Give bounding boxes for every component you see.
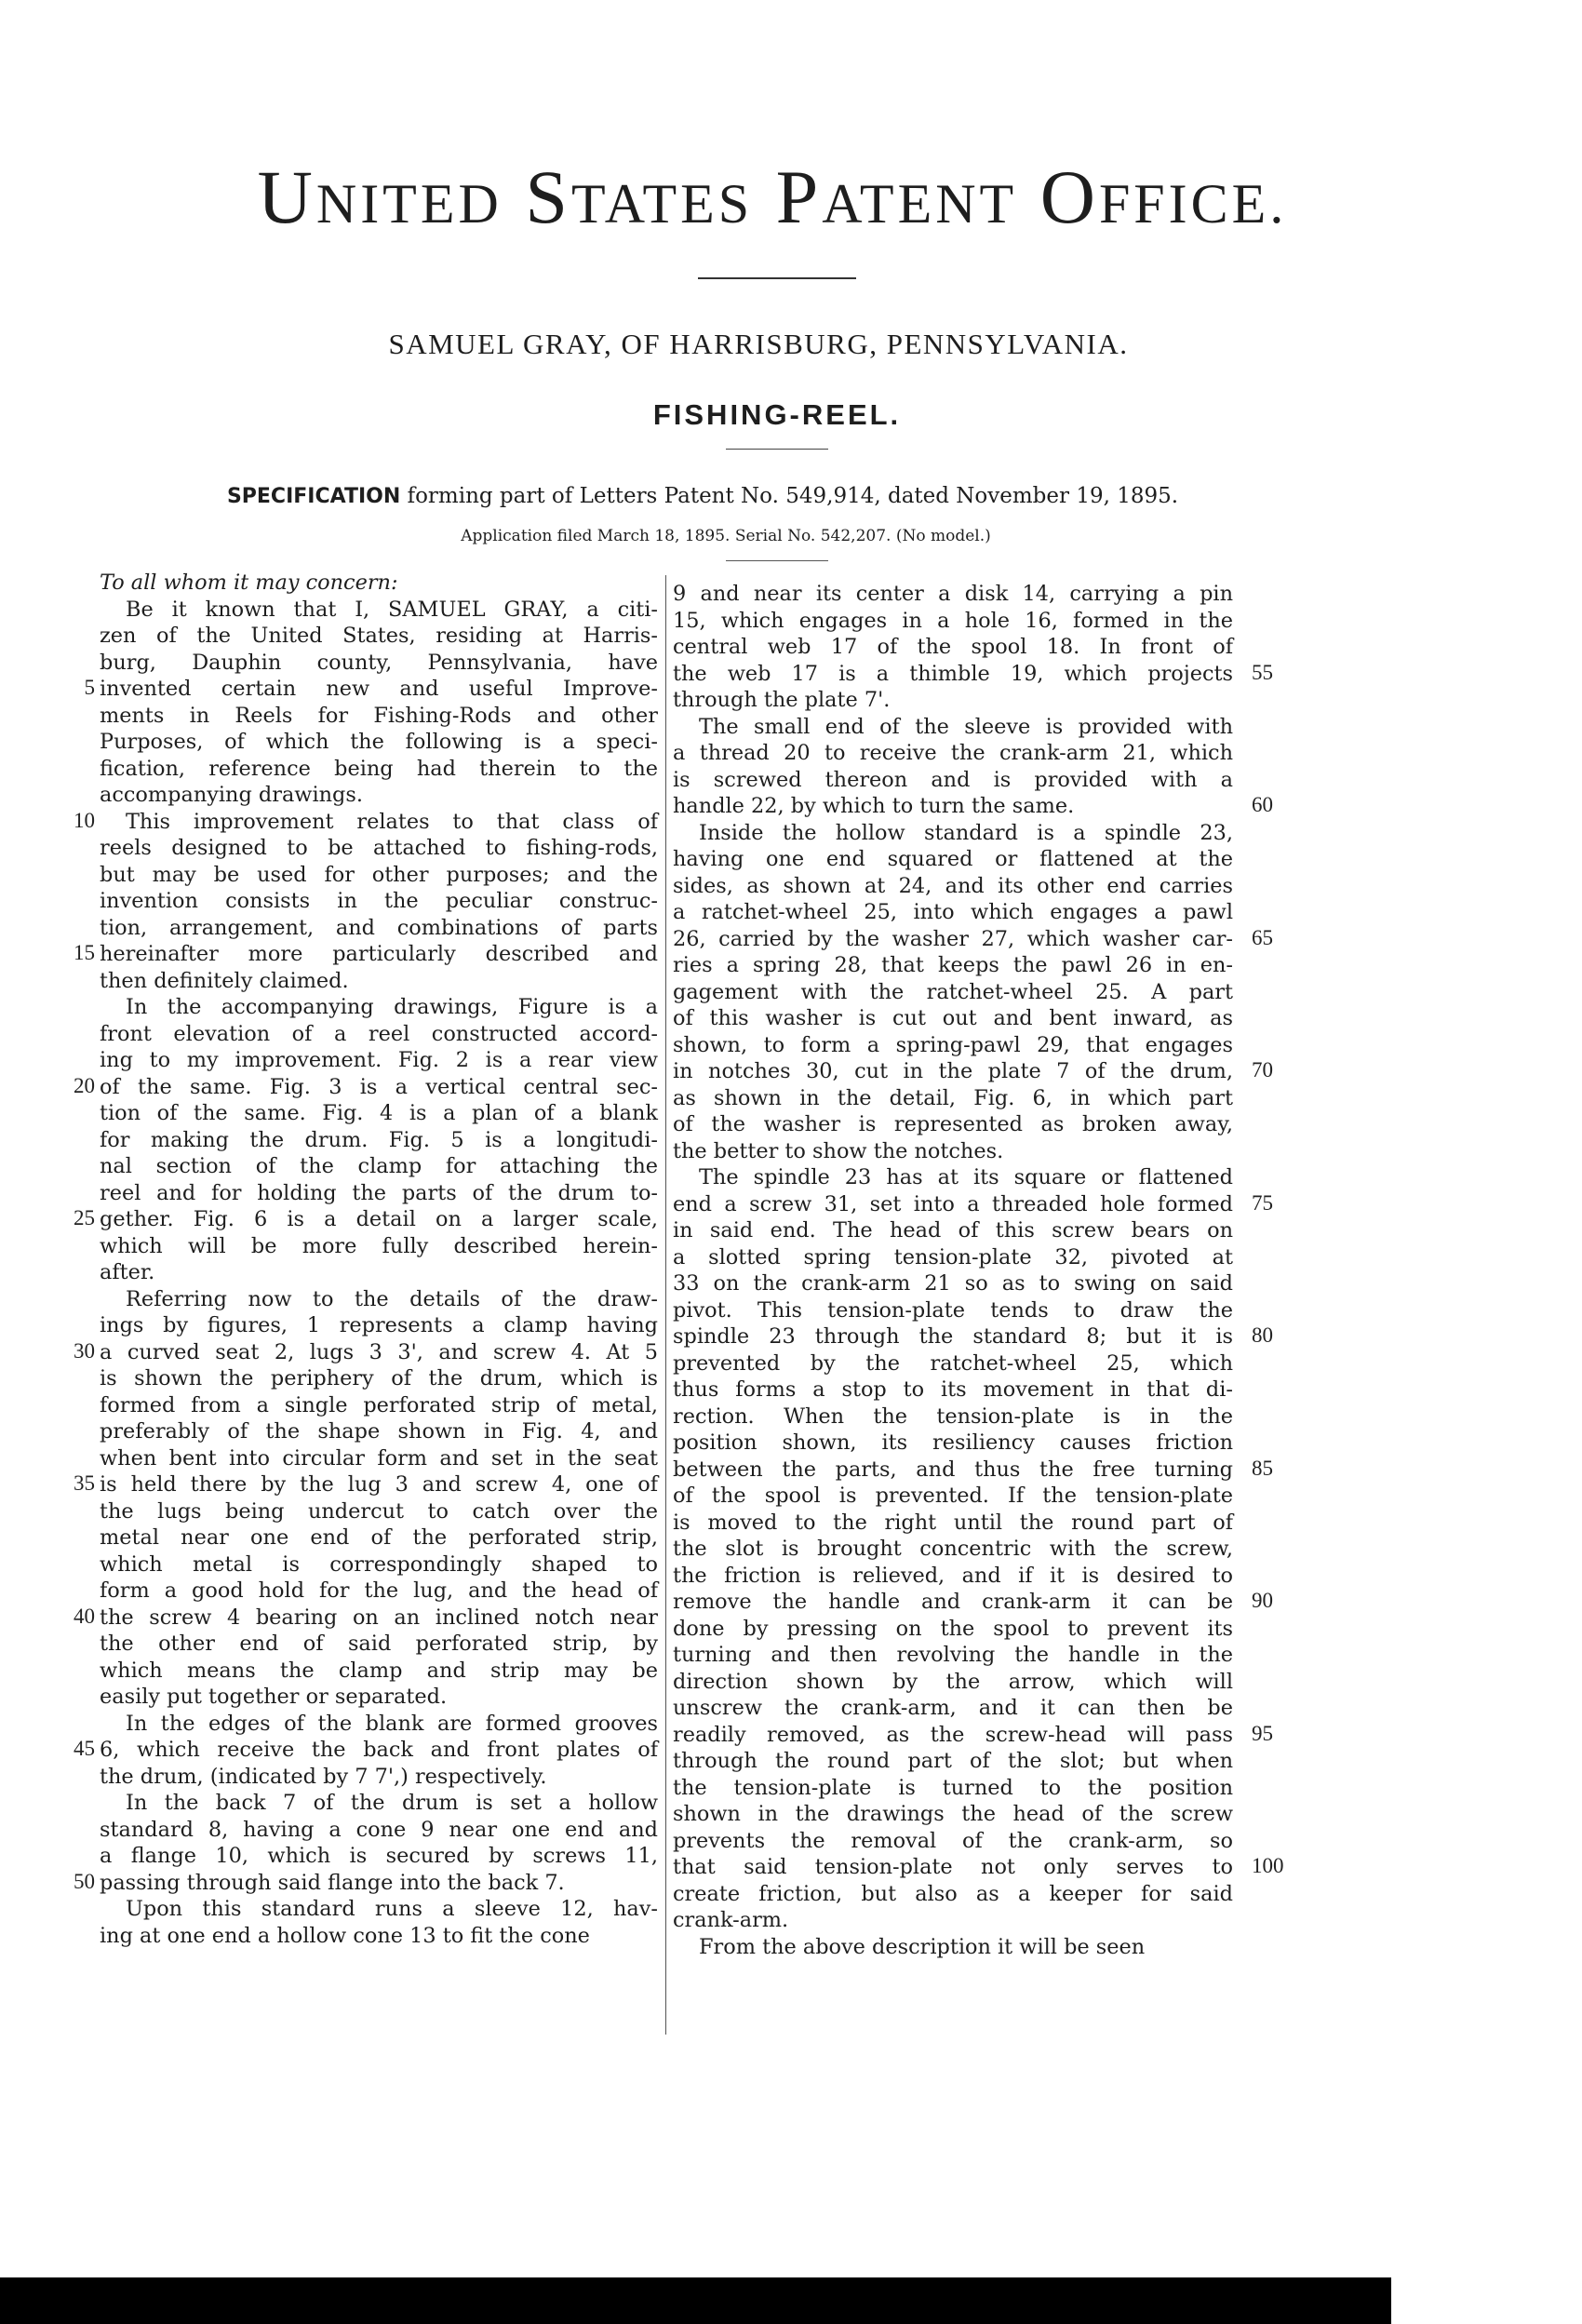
text-line: In the back 7 of the drum is set a hollow <box>126 1791 658 1815</box>
text-line: having one end squared or flattened at the <box>673 847 1233 871</box>
specification-text: forming part of Letters Patent No. 549,914, dated November 19, 1895. <box>407 484 1179 508</box>
text-line: is moved to the right until the round part of <box>673 1510 1233 1535</box>
text-line: shown, to form a spring-pawl 29, that engages <box>673 1032 1233 1057</box>
text-line: 26, carried by the washer 27, which washer car- <box>673 926 1233 951</box>
text-line: gagement with the ratchet-wheel 25. A part <box>673 979 1233 1004</box>
text-line: the web 17 is a thimble 19, which projects <box>673 661 1233 686</box>
text-line: prevented by the ratchet-wheel 25, which <box>673 1350 1233 1376</box>
text-line: unscrew the crank-arm, and it can then be <box>673 1696 1233 1720</box>
text-line: tion, arrangement, and combinations of parts <box>100 915 658 940</box>
specification-label: SPECIFICATION <box>226 485 401 508</box>
text-line: the slot is brought concentric with the screw, <box>673 1537 1233 1561</box>
text-line: through the plate 7'. <box>673 688 891 712</box>
right-text-column <box>673 581 1233 1960</box>
text-line: Upon this standard runs a sleeve 12, hav- <box>126 1897 658 1921</box>
application-info: Application filed March 18, 1895. Serial No. 542,207. (No model.) <box>461 527 991 545</box>
text-line: ments in Reels for Fishing-Rods and other <box>100 703 658 728</box>
text-line: Be it known that I, SAMUEL GRAY, a citi- <box>126 597 658 622</box>
text-line: tion of the same. Fig. 4 is a plan of a blank <box>100 1101 658 1125</box>
text-line: shown in the drawings the head of the screw <box>673 1802 1233 1826</box>
text-line: between the parts, and thus the free turning <box>673 1457 1233 1482</box>
text-line: central web 17 of the spool 18. In front of <box>673 635 1233 659</box>
text-line: position shown, its resiliency causes friction <box>673 1431 1233 1455</box>
text-line: thus forms a stop to its movement in that di- <box>673 1377 1233 1402</box>
text-line: when bent into circular form and set in the seat <box>100 1445 658 1471</box>
text-line: formed from a single perforated strip of metal, <box>100 1392 658 1417</box>
text-line: a slotted spring tension-plate 32, pivoted at <box>673 1244 1233 1269</box>
margin-line-number: 15 <box>74 941 95 964</box>
spec-rule <box>726 560 828 561</box>
margin-line-number: 55 <box>1252 660 1273 684</box>
margin-line-number: 40 <box>74 1604 95 1628</box>
text-line: in notches 30, cut in the plate 7 of the drum, <box>673 1059 1233 1083</box>
text-line: Purposes, of which the following is a speci- <box>100 730 658 754</box>
text-line: of this washer is cut out and bent inward, as <box>673 1006 1233 1030</box>
margin-line-number: 50 <box>74 1869 95 1893</box>
text-line: hereinafter more particularly described and <box>100 942 658 966</box>
margin-line-number: 65 <box>1252 925 1273 949</box>
text-line: a flange 10, which is secured by screws 11, <box>100 1844 658 1868</box>
text-line: crank-arm. <box>673 1908 789 1932</box>
text-line: then definitely claimed. <box>100 968 349 993</box>
margin-line-number: 45 <box>74 1737 95 1760</box>
text-line: the drum, (indicated by 7 7',) respectively. <box>100 1764 547 1789</box>
text-line: front elevation of a reel constructed accord- <box>100 1021 658 1046</box>
text-line: in said end. The head of this screw bears on <box>673 1218 1233 1243</box>
margin-line-number: 35 <box>74 1471 95 1495</box>
scan-bottom-border <box>0 2277 1391 2324</box>
text-line: invention consists in the peculiar construc- <box>100 889 658 913</box>
text-line: readily removed, as the screw-head will pass <box>673 1722 1233 1747</box>
text-line: but may be used for other purposes; and the <box>100 862 658 887</box>
specification-line <box>158 484 1247 508</box>
text-line: accompanying drawings. <box>100 783 363 807</box>
text-line: pivot. This tension-plate tends to draw the <box>673 1297 1233 1323</box>
margin-line-number: 100 <box>1252 1854 1284 1877</box>
text-line: the better to show the notches. <box>673 1138 1004 1163</box>
text-line: for making the drum. Fig. 5 is a longitudi- <box>100 1127 658 1152</box>
margin-line-number: 10 <box>74 808 95 832</box>
invention-title: FISHING-REEL. <box>652 398 902 431</box>
inventor-line: SAMUEL GRAY, OF HARRISBURG, PENNSYLVANIA. <box>388 328 1129 360</box>
text-line: ries a spring 28, that keeps the pawl 26 in en- <box>673 953 1233 977</box>
text-line: create friction, but also as a keeper for said <box>673 1881 1233 1906</box>
text-line: reels designed to be attached to fishing-rods, <box>100 836 658 860</box>
text-line: metal near one end of the perforated strip, <box>100 1525 658 1550</box>
text-line: is held there by the lug 3 and screw 4, one of <box>100 1472 658 1497</box>
text-line: gether. Fig. 6 is a detail on a larger scale, <box>100 1207 658 1231</box>
margin-line-number: 60 <box>1252 793 1273 816</box>
text-line: preferably of the shape shown in Fig. 4, and <box>100 1419 658 1444</box>
text-line: ing to my improvement. Fig. 2 is a rear view <box>100 1048 658 1072</box>
text-line: is shown the periphery of the drum, which is <box>100 1366 658 1390</box>
text-line: 33 on the crank-arm 21 so as to swing on said <box>673 1271 1233 1296</box>
text-line: spindle 23 through the standard 8; but it is <box>673 1324 1233 1349</box>
text-line: direction shown by the arrow, which will <box>673 1669 1233 1694</box>
margin-line-number: 95 <box>1252 1721 1273 1745</box>
text-line: 15, which engages in a hole 16, formed in the <box>673 608 1233 633</box>
text-line: the screw 4 bearing on an inclined notch near <box>100 1605 658 1630</box>
title-rule <box>698 277 856 279</box>
text-line: nal section of the clamp for attaching the <box>100 1154 658 1178</box>
text-line: Referring now to the details of the draw- <box>126 1286 658 1311</box>
text-line: which metal is correspondingly shaped to <box>100 1552 658 1577</box>
margin-line-number: 85 <box>1252 1456 1273 1480</box>
text-line: invented certain new and useful Improve- <box>100 677 658 701</box>
text-line: of the spool is prevented. If the tension-plate <box>673 1484 1233 1508</box>
text-line: zen of the United States, residing at Harris- <box>100 624 658 648</box>
text-line: remove the handle and crank-arm it can be <box>673 1590 1233 1614</box>
office-title: UNITED STATES PATENT OFFICE. <box>257 154 1288 239</box>
text-line: turning and then revolving the handle in the <box>673 1643 1233 1667</box>
text-line: done by pressing on the spool to prevent its <box>673 1616 1233 1641</box>
text-line: the lugs being undercut to catch over the <box>100 1498 658 1524</box>
text-line: after. <box>100 1260 155 1284</box>
text-line: through the round part of the slot; but when <box>673 1749 1233 1773</box>
text-line: To all whom it may concern: <box>100 571 398 595</box>
text-line: rection. When the tension-plate is in the <box>673 1404 1233 1429</box>
text-line: burg, Dauphin county, Pennsylvania, have <box>100 650 658 675</box>
invention-rule <box>726 449 828 450</box>
text-line: which will be more fully described herein- <box>100 1233 658 1258</box>
text-line: which means the clamp and strip may be <box>100 1658 658 1683</box>
text-line: reel and for holding the parts of the drum to- <box>100 1180 658 1205</box>
text-line: of the same. Fig. 3 is a vertical central sec- <box>100 1074 658 1099</box>
text-line: a thread 20 to receive the crank-arm 21, which <box>673 741 1233 765</box>
text-line: The small end of the sleeve is provided with <box>699 714 1233 739</box>
text-line: 9 and near its center a disk 14, carrying a pin <box>673 582 1233 606</box>
text-line: prevents the removal of the crank-arm, so <box>673 1828 1233 1853</box>
text-line: In the edges of the blank are formed grooves <box>126 1711 658 1736</box>
text-line: sides, as shown at 24, and its other end carries <box>673 873 1233 898</box>
text-line: ing at one end a hollow cone 13 to fit the cone <box>100 1923 590 1948</box>
text-line: handle 22, by which to turn the same. <box>673 794 1075 818</box>
left-text-column <box>100 570 658 1949</box>
margin-line-number: 20 <box>74 1073 95 1097</box>
text-line: end a screw 31, set into a threaded hole formed <box>673 1191 1233 1216</box>
margin-line-number: 75 <box>1252 1190 1273 1215</box>
text-line: easily put together or separated. <box>100 1685 448 1709</box>
text-line: a curved seat 2, lugs 3 3', and screw 4. At 5 <box>100 1339 658 1364</box>
text-line: 6, which receive the back and front plates of <box>100 1738 658 1762</box>
text-line: In the accompanying drawings, Figure is a <box>126 995 658 1019</box>
text-line: the tension-plate is turned to the position <box>673 1775 1233 1800</box>
margin-line-number: 30 <box>74 1338 95 1363</box>
column-divider <box>665 575 666 2035</box>
text-line: of the washer is represented as broken away, <box>673 1112 1233 1136</box>
text-line: From the above description it will be seen <box>699 1934 1146 1959</box>
text-line: the other end of said perforated strip, by <box>100 1632 658 1656</box>
text-line: is screwed thereon and is provided with a <box>673 767 1233 792</box>
margin-line-number: 70 <box>1252 1058 1273 1081</box>
text-line: Inside the hollow standard is a spindle 23, <box>699 820 1233 845</box>
text-line: a ratchet-wheel 25, into which engages a pawl <box>673 900 1233 924</box>
margin-line-number: 25 <box>74 1206 95 1229</box>
text-line: ings by figures, 1 represents a clamp having <box>100 1313 658 1337</box>
text-line: The spindle 23 has at its square or flattened <box>699 1165 1233 1189</box>
text-line: This improvement relates to that class of <box>126 809 658 834</box>
text-line: standard 8, having a cone 9 near one end and <box>100 1817 658 1842</box>
text-line: fication, reference being had therein to the <box>100 756 658 781</box>
margin-line-number: 80 <box>1252 1323 1273 1347</box>
text-line: that said tension-plate not only serves to <box>673 1855 1233 1879</box>
margin-line-number: 5 <box>84 676 95 699</box>
text-line: as shown in the detail, Fig. 6, in which part <box>673 1085 1233 1110</box>
text-line: passing through said flange into the back 7. <box>100 1870 565 1895</box>
margin-line-number: 90 <box>1252 1589 1273 1612</box>
text-line: form a good hold for the lug, and the head of <box>100 1578 658 1603</box>
text-line: the friction is relieved, and if it is desired to <box>673 1563 1233 1588</box>
